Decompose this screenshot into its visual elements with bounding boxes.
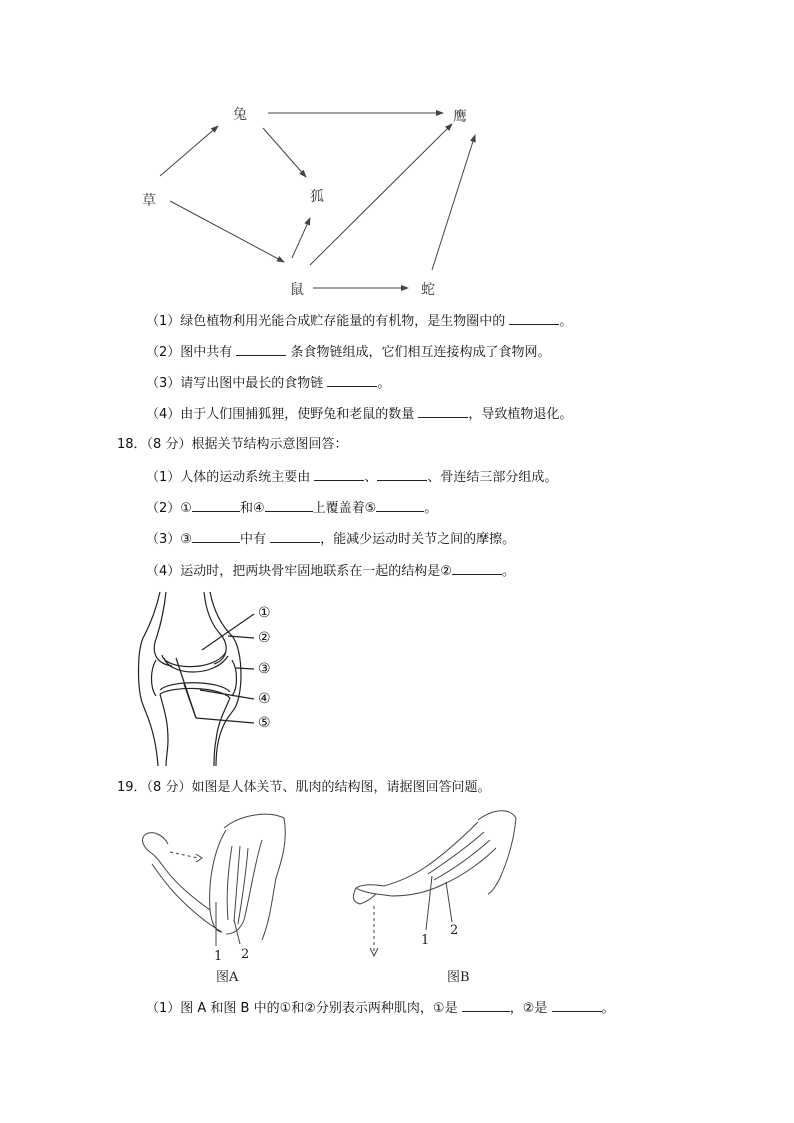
q17-item-3: （3）请写出图中最长的食物链 。 (146, 373, 390, 393)
node-snake: 蛇 (421, 282, 435, 298)
q19-title: 19．（8 分）如图是人体关节、肌肉的结构图，请据图回答问题。 (117, 780, 491, 795)
node-fox: 狐 (310, 189, 324, 205)
node-mouse: 鼠 (290, 282, 304, 298)
q19-item-1: （1）图 A 和图 B 中的①和②分别表示两种肌肉，①是 ，②是 。 (146, 998, 615, 1018)
joint-label-2: ② (258, 630, 271, 646)
q18-item-1: （1）人体的运动系统主要由 、 、骨连结三部分组成。 (146, 467, 557, 487)
answer-blank[interactable] (552, 998, 602, 1012)
q17-item-4: （4）由于人们围捕狐狸，使野兔和老鼠的数量 ，导致植物退化。 (146, 404, 572, 424)
fig-b-caption: 图B (447, 970, 470, 985)
fig-a-caption: 图A (216, 970, 239, 985)
q18-item-2: （2）① 和④ 上覆盖着⑤ 。 (146, 498, 437, 518)
node-grass: 草 (142, 193, 156, 209)
q17-item-2: （2）图中共有 条食物链组成，它们相互连接构成了食物网。 (146, 342, 551, 362)
fig-a-num-2: 2 (241, 947, 250, 962)
fig-a-num-1: 1 (214, 949, 223, 964)
fig-b-num-2: 2 (450, 923, 459, 938)
q18-item-4: （4）运动时，把两块骨牢固地联系在一起的结构是② 。 (146, 561, 515, 581)
joint-label-4: ④ (258, 691, 271, 707)
joint-label-3: ③ (258, 661, 271, 677)
joint-label-5: ⑤ (258, 715, 271, 731)
joint-label-1: ① (258, 605, 271, 621)
node-eagle: 鹰 (453, 109, 467, 125)
fig-b-num-1: 1 (421, 933, 430, 948)
q18-item-3: （3）③ 中有 ，能减少运动时关节之间的摩擦。 (146, 529, 515, 549)
q18-title: 18．（8 分）根据关节结构示意图回答： (117, 437, 348, 452)
node-rabbit: 兔 (233, 107, 247, 123)
answer-blank[interactable] (462, 998, 510, 1012)
q17-item-1: （1）绿色植物利用光能合成贮存能量的有机物，是生物圈中的 。 (146, 311, 572, 331)
